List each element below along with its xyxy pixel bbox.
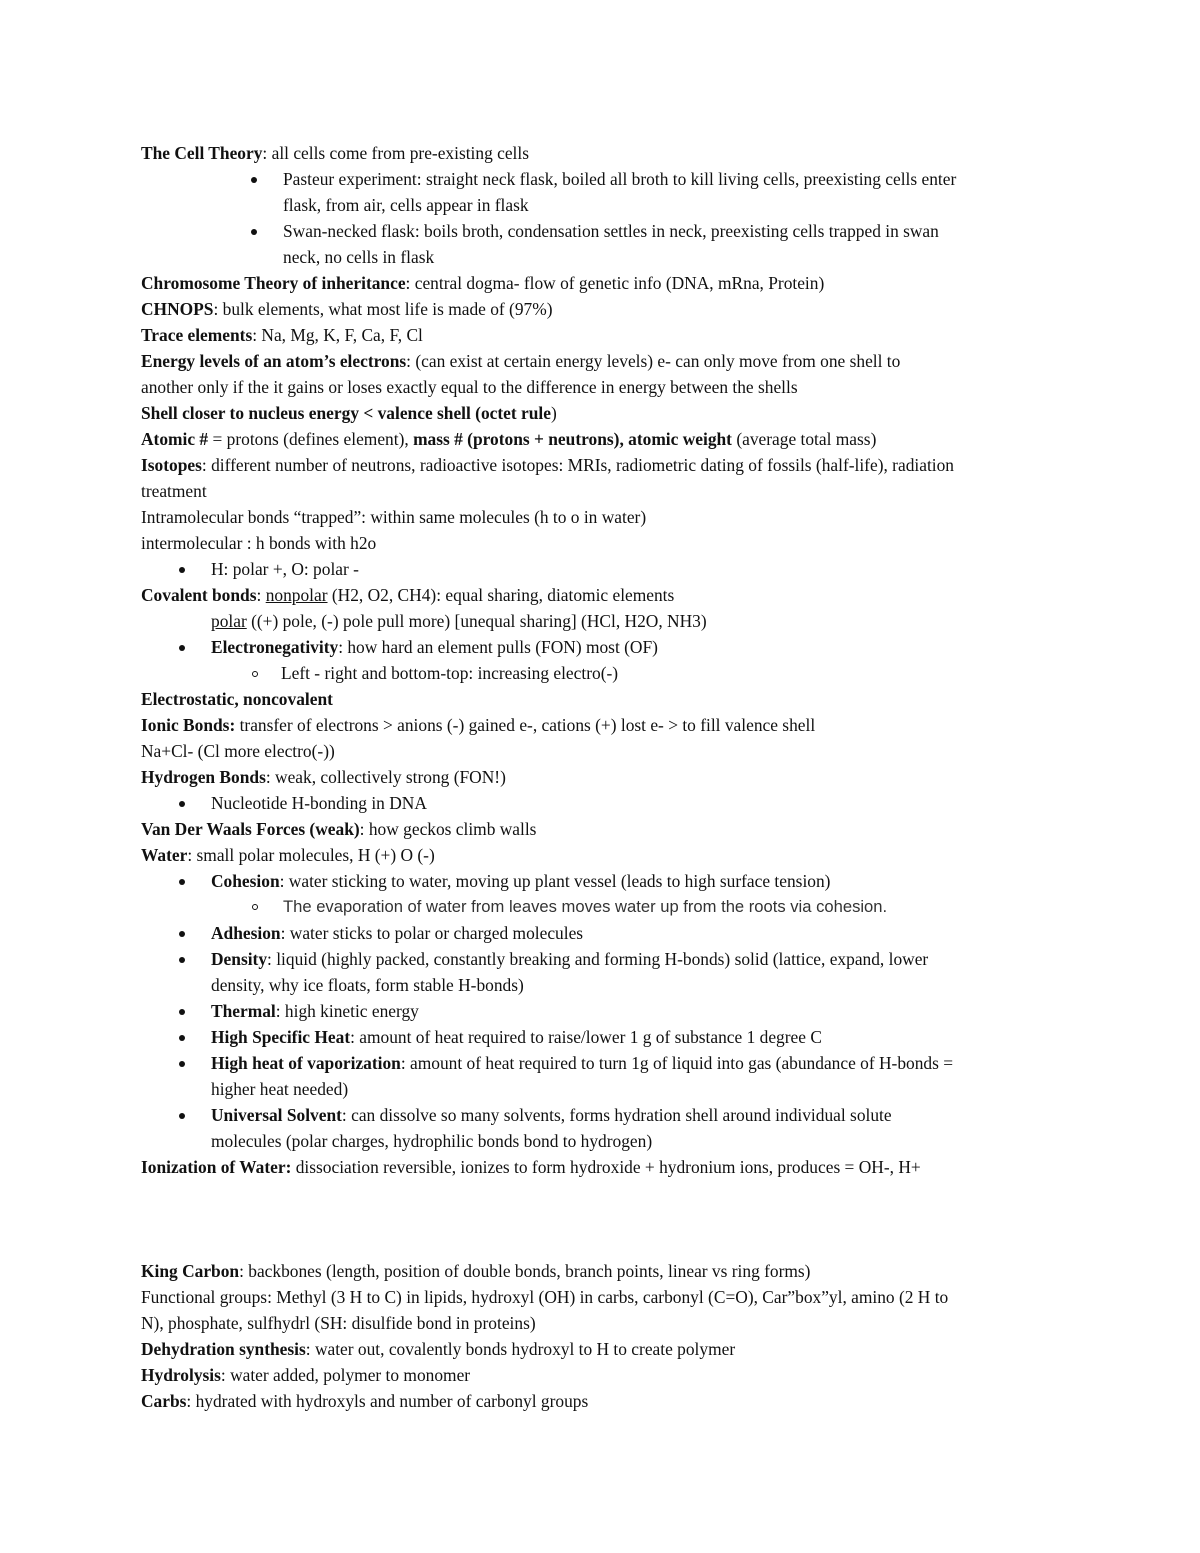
carbs-line: Carbs: hydrated with hydroxyls and number of carbonyl groups <box>141 1391 589 1411</box>
bullet-icon <box>179 931 185 937</box>
bullet-icon <box>251 177 257 183</box>
bullet-icon <box>179 1009 185 1015</box>
chromosome-theory-line: Chromosome Theory of inheritance: central dogma- flow of genetic info (DNA, mRna, Protein) <box>141 273 825 293</box>
trace-elements-line: Trace elements: Na, Mg, K, F, Ca, F, Cl <box>141 325 423 345</box>
energy-levels-line: Energy levels of an atom’s electrons: (can exist at certain energy levels) e- can only move from one shell to <box>141 351 901 371</box>
list-item: Density: liquid (highly packed, constantly breaking and forming H-bonds) solid (lattice, expand, lower <box>211 946 928 972</box>
list-item: Nucleotide H-bonding in DNA <box>211 790 427 816</box>
list-item: Electronegativity: how hard an element pulls (FON) most (OF) <box>211 634 658 660</box>
covalent-bonds-line: Covalent bonds: nonpolar (H2, O2, CH4): equal sharing, diatomic elements <box>141 585 675 605</box>
sub-list-item: Left - right and bottom-top: increasing electro(-) <box>281 660 618 686</box>
intramolecular-line: Intramolecular bonds “trapped”: within same molecules (h to o in water) <box>141 507 647 527</box>
electrostatic-line: Electrostatic, noncovalent <box>141 689 333 709</box>
ionic-bonds-line: Ionic Bonds: transfer of electrons > anions (-) gained e-, cations (+) lost e- > to fill valence shell <box>141 715 816 735</box>
intermolecular-line: intermolecular : h bonds with h2o <box>141 533 377 553</box>
list-item-continuation: higher heat needed) <box>211 1079 349 1099</box>
shell-line: Shell closer to nucleus energy < valence shell (octet rule) <box>141 403 557 423</box>
list-item-continuation: density, why ice floats, form stable H-bonds) <box>211 975 524 995</box>
list-item: Thermal: high kinetic energy <box>211 998 419 1024</box>
polar-line: polar ((+) pole, (-) pole pull more) [unequal sharing] (HCl, H2O, NH3) <box>211 611 707 631</box>
van-der-waals-line: Van Der Waals Forces (weak): how geckos climb walls <box>141 819 537 839</box>
list-item-continuation: flask, from air, cells appear in flask <box>283 195 529 215</box>
bullet-icon <box>179 567 185 573</box>
ionization-line: Ionization of Water: dissociation reversible, ionizes to form hydroxide + hydronium ions, produces = OH-, H+ <box>141 1157 921 1177</box>
list-item: H: polar +, O: polar - <box>211 556 359 582</box>
dehydration-line: Dehydration synthesis: water out, covalently bonds hydroxyl to H to create polymer <box>141 1339 736 1359</box>
list-item: High heat of vaporization: amount of heat required to turn 1g of liquid into gas (abundance of H-bonds = <box>211 1050 953 1076</box>
bullet-icon <box>179 1061 185 1067</box>
nacl-line: Na+Cl- (Cl more electro(-)) <box>141 741 335 761</box>
sub-list-item: The evaporation of water from leaves moves water up from the roots via cohesion. <box>283 894 887 920</box>
bullet-icon <box>179 957 185 963</box>
energy-levels-continuation: another only if the it gains or loses exactly equal to the difference in energy between the shells <box>141 377 798 397</box>
list-item: Cohesion: water sticking to water, moving up plant vessel (leads to high surface tension) <box>211 868 830 894</box>
king-carbon-line: King Carbon: backbones (length, position of double bonds, branch points, linear vs ring forms) <box>141 1261 811 1281</box>
chnops-line: CHNOPS: bulk elements, what most life is made of (97%) <box>141 299 553 319</box>
isotopes-continuation: treatment <box>141 481 207 501</box>
bullet-icon <box>179 1035 185 1041</box>
bullet-icon <box>179 801 185 807</box>
circle-bullet-icon <box>252 671 258 677</box>
bullet-icon <box>179 1113 185 1119</box>
hydrolysis-line: Hydrolysis: water added, polymer to monomer <box>141 1365 471 1385</box>
functional-groups-continuation: N), phosphate, sulfhydrl (SH: disulfide bond in proteins) <box>141 1313 536 1333</box>
bullet-icon <box>251 229 257 235</box>
list-item-continuation: molecules (polar charges, hydrophilic bonds bond to hydrogen) <box>211 1131 653 1151</box>
atomic-number-line: Atomic # = protons (defines element), mass # (protons + neutrons), atomic weight (average total mass) <box>141 429 877 449</box>
list-item: Pasteur experiment: straight neck flask, boiled all broth to kill living cells, preexisting cells enter <box>283 166 956 192</box>
water-line: Water: small polar molecules, H (+) O (-) <box>141 845 435 865</box>
hydrogen-bonds-line: Hydrogen Bonds: weak, collectively strong (FON!) <box>141 767 506 787</box>
bullet-icon <box>179 645 185 651</box>
bullet-icon <box>179 879 185 885</box>
list-item: High Specific Heat: amount of heat required to raise/lower 1 g of substance 1 degree C <box>211 1024 822 1050</box>
functional-groups-line: Functional groups: Methyl (3 H to C) in lipids, hydroxyl (OH) in carbs, carbonyl (C=O), Car”box”yl, amino (2 H to <box>141 1287 949 1307</box>
list-item: Universal Solvent: can dissolve so many solvents, forms hydration shell around individual solute <box>211 1102 892 1128</box>
list-item: Adhesion: water sticks to polar or charged molecules <box>211 920 583 946</box>
circle-bullet-icon <box>252 904 258 910</box>
isotopes-line: Isotopes: different number of neutrons, radioactive isotopes: MRIs, radiometric dating of fossils (half-life), radiation <box>141 455 954 475</box>
list-item-continuation: neck, no cells in flask <box>283 247 435 267</box>
cell-theory-line: The Cell Theory: all cells come from pre-existing cells <box>141 143 529 163</box>
list-item: Swan-necked flask: boils broth, condensation settles in neck, preexisting cells trapped in swan <box>283 218 939 244</box>
